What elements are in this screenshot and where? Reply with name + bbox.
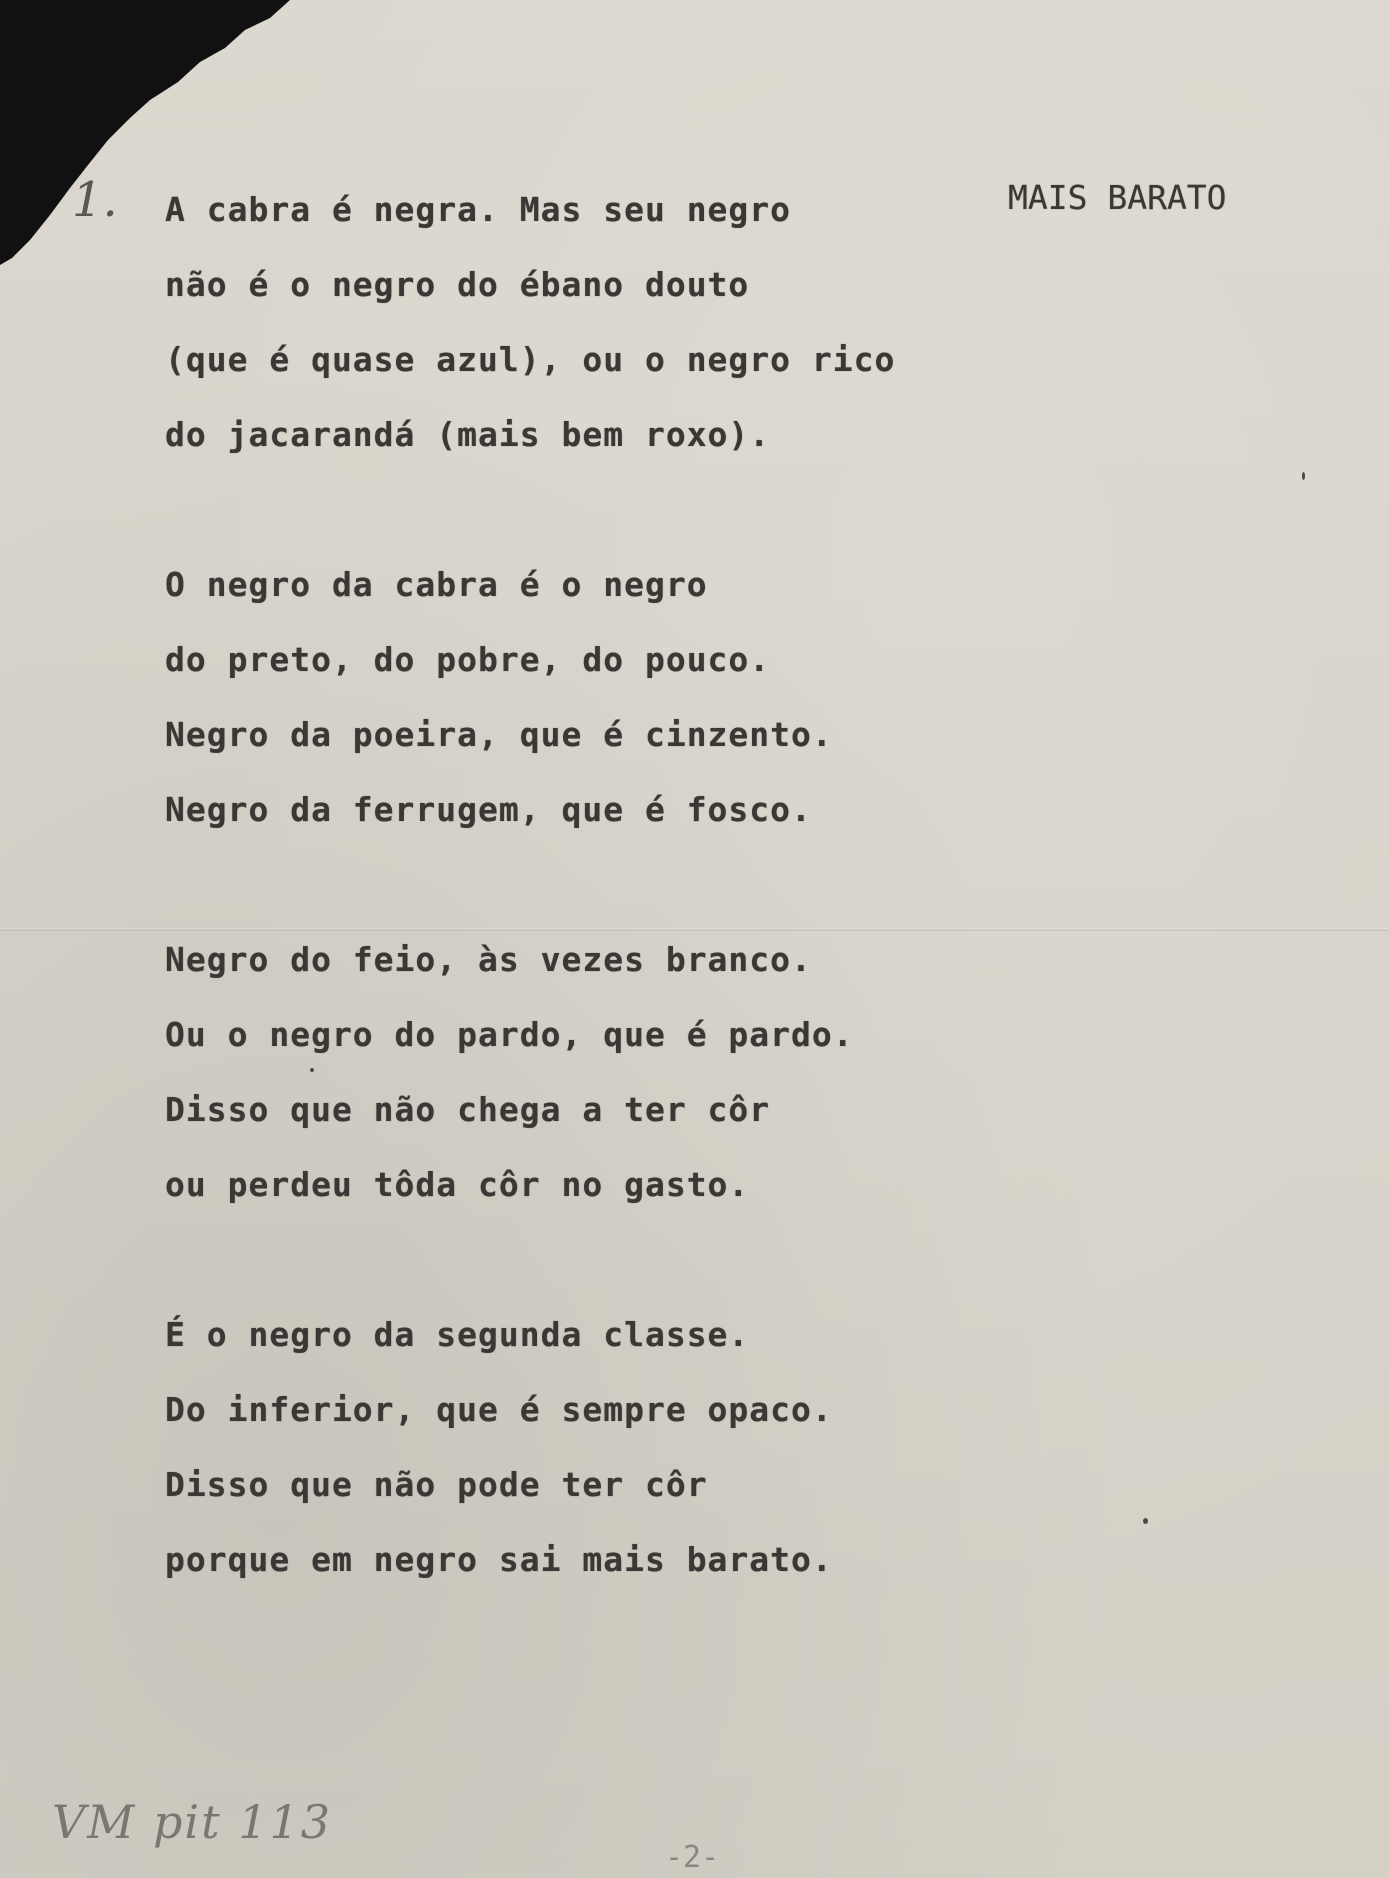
poem-line: do preto, do pobre, do pouco. <box>165 640 771 679</box>
archive-code: VM pit 113 <box>52 1795 333 1849</box>
paper-speck <box>310 1068 314 1072</box>
poem-line: Disso que não pode ter côr <box>165 1465 708 1504</box>
poem-line: Ou o negro do pardo, que é pardo. <box>165 1015 854 1054</box>
poem-line: É o negro da segunda classe. <box>165 1315 750 1354</box>
stanza-1 <box>165 172 895 472</box>
poem-number-mark: 1. <box>72 172 118 228</box>
paper-speck <box>1143 1518 1148 1524</box>
poem-line: não é o negro do ébano douto <box>165 265 750 304</box>
paper-speck <box>1302 472 1305 480</box>
poem-line: Negro da ferrugem, que é fosco. <box>165 790 812 829</box>
poem-line: Disso que não chega a ter côr <box>165 1090 771 1129</box>
poem-line: A cabra é negra. Mas seu negro <box>165 190 792 229</box>
stanza-2 <box>165 547 895 847</box>
poem-line: do jacarandá (mais bem roxo). <box>165 415 771 454</box>
poem-line: Do inferior, que é sempre opaco. <box>165 1390 833 1429</box>
poem-line: ou perdeu tôda côr no gasto. <box>165 1165 750 1204</box>
poem-title: MAIS BARATO <box>1008 178 1227 217</box>
stanza-3 <box>165 922 895 1222</box>
stanza-4 <box>165 1297 895 1597</box>
poem-line: Negro do feio, às vezes branco. <box>165 940 812 979</box>
poem-line: O negro da cabra é o negro <box>165 565 708 604</box>
poem-line: Negro da poeira, que é cinzento. <box>165 715 833 754</box>
poem-line: porque em negro sai mais barato. <box>165 1540 833 1579</box>
page-number: -2- <box>665 1840 720 1875</box>
poem-line: (que é quase azul), ou o negro rico <box>165 340 896 379</box>
poem-body <box>165 172 895 1672</box>
